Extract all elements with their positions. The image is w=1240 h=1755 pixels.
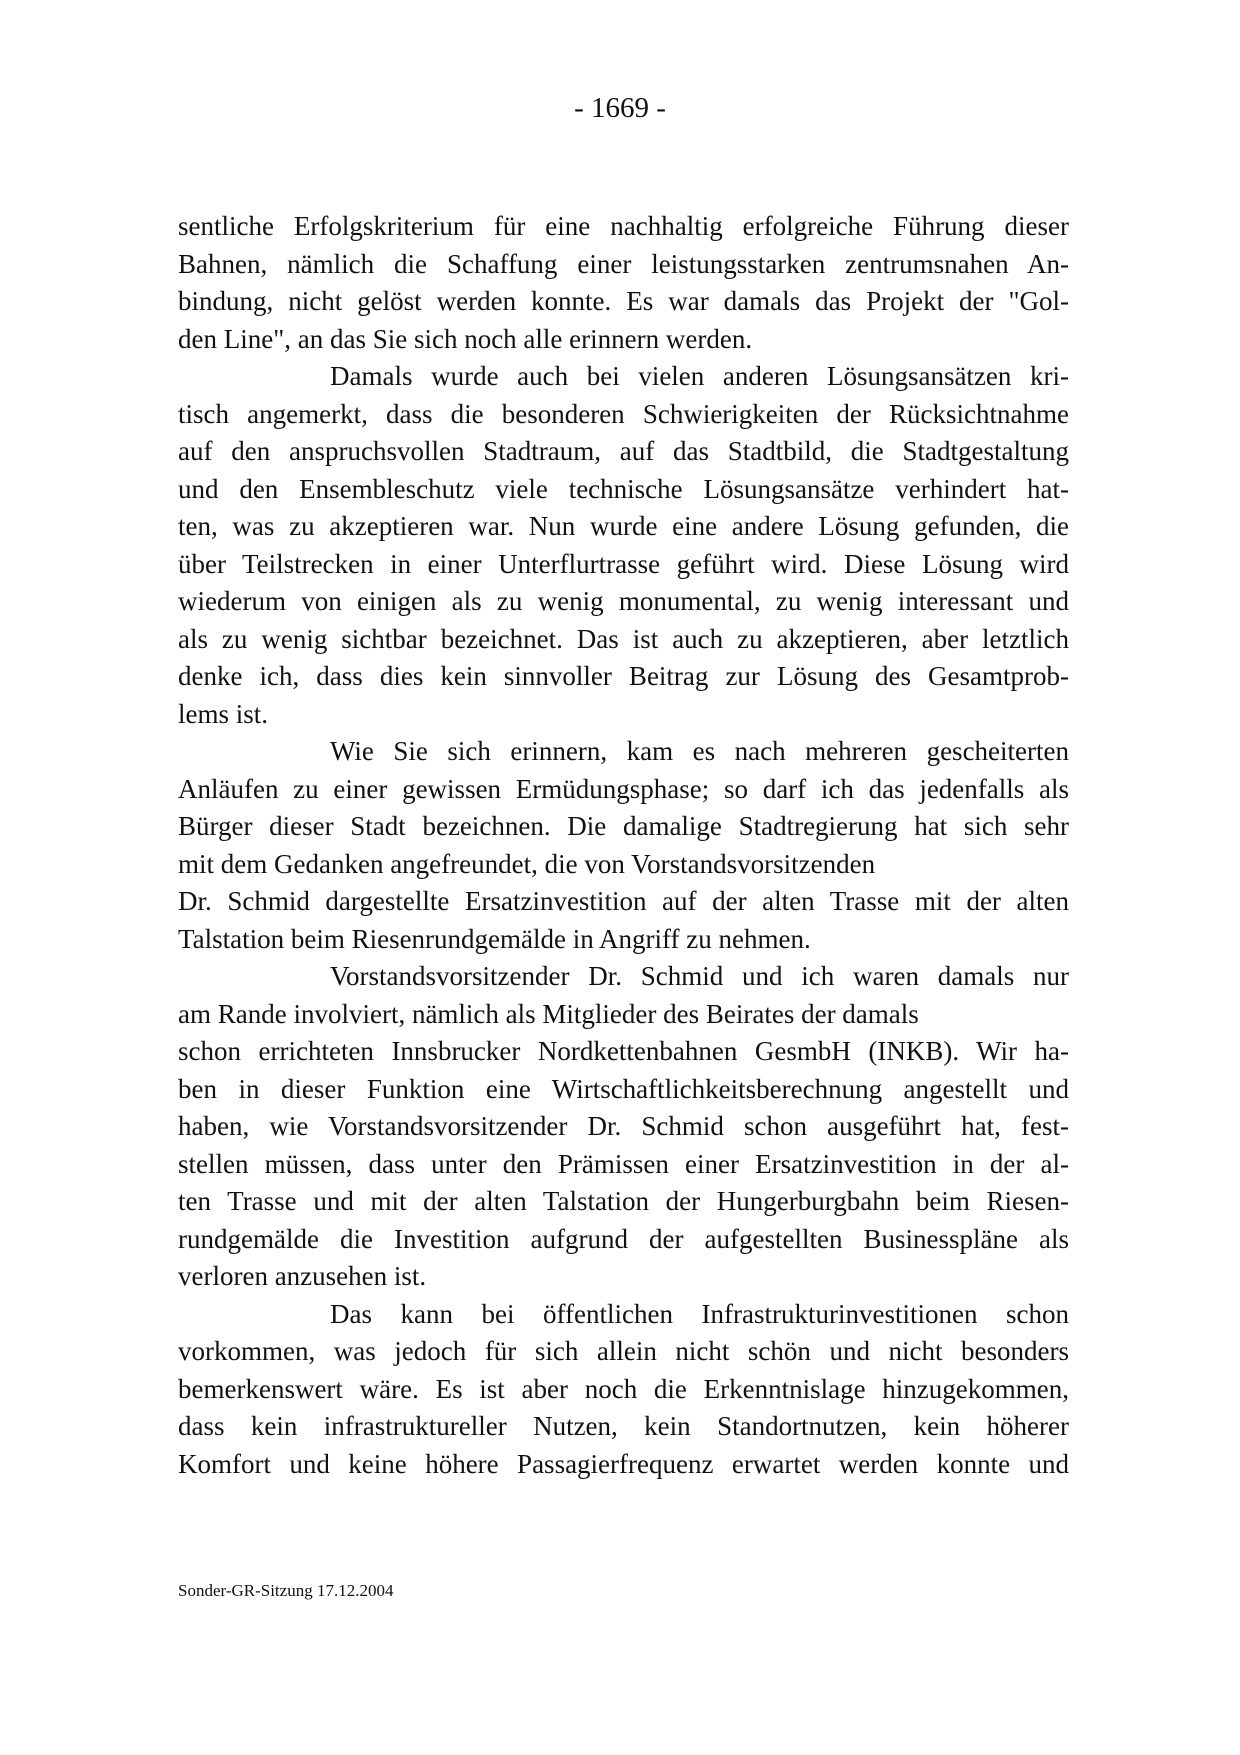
text-line: über Teilstrecken in einer Unterflurtrasse geführt wird. Diese Lösung wird: [178, 548, 1069, 579]
text-line: schon errichteten Innsbrucker Nordkettenbahnen GesmbH (INKB). Wir ha-: [178, 1036, 1069, 1066]
text-line: dass kein infrastruktureller Nutzen, kein Standortnutzen, kein höherer: [178, 1411, 1069, 1441]
text-line: wiederum von einigen als zu wenig monumental, zu wenig interessant und: [178, 586, 1069, 616]
text-line: den Line", an das Sie sich noch alle erinnern werden.: [178, 323, 753, 354]
text-line: Komfort und keine höhere Passagierfrequenz erwartet werden konnte und: [178, 1448, 1069, 1479]
text-line: verloren anzusehen ist.: [178, 1261, 427, 1291]
text-line: sentliche Erfolgskriterium für eine nachhaltig erfolgreiche Führung dieser: [178, 211, 1069, 241]
paragraph: [178, 208, 1069, 358]
text-line: Wie Sie sich erinnern, kam es nach mehreren gescheiterten: [330, 736, 1069, 766]
text-line: Das kann bei öffentlichen Infrastrukturinvestitionen schon: [330, 1298, 1069, 1329]
text-line: Bürger dieser Stadt bezeichnen. Die damalige Stadtregierung hat sich sehr: [178, 811, 1069, 841]
text-line: denke ich, dass dies kein sinnvoller Beitrag zur Lösung des Gesamtprob-: [178, 661, 1069, 691]
text-line: am Rande involviert, nämlich als Mitglieder des Beirates der damals: [178, 998, 919, 1029]
body-text: [178, 208, 1069, 1483]
page-number: - 1669 -: [574, 92, 666, 124]
text-line: Damals wurde auch bei vielen anderen Lösungsansätzen kri-: [330, 361, 1069, 391]
text-line: auf den anspruchsvollen Stadtraum, auf das Stadtbild, die Stadtgestaltung: [178, 436, 1069, 466]
text-line: rundgemälde die Investition aufgrund der aufgestellten Businesspläne als: [178, 1223, 1069, 1254]
text-line: bemerkenswert wäre. Es ist aber noch die Erkenntnislage hinzugekommen,: [178, 1373, 1069, 1404]
text-line: und den Ensembleschutz viele technische Lösungsansätze verhindert hat-: [178, 473, 1069, 504]
text-line: Vorstandsvorsitzender Dr. Schmid und ich waren damals nur: [330, 961, 1069, 991]
page-footer: Sonder-GR-Sitzung 17.12.2004: [178, 1581, 394, 1600]
text-line: Dr. Schmid dargestellte Ersatzinvestition auf der alten Trasse mit der alten: [178, 886, 1069, 916]
paragraph: [178, 733, 1069, 958]
text-line: mit dem Gedanken angefreundet, die von Vorstandsvorsitzenden: [178, 848, 876, 879]
text-line: vorkommen, was jedoch für sich allein nicht schön und nicht besonders: [178, 1336, 1069, 1366]
text-line: lems ist.: [178, 698, 269, 729]
text-line: Anläufen zu einer gewissen Ermüdungsphase; so darf ich das jedenfalls als: [178, 773, 1069, 804]
paragraph: [178, 958, 1069, 1296]
text-line: ben in dieser Funktion eine Wirtschaftlichkeitsberechnung angestellt und: [178, 1073, 1069, 1104]
text-line: ten, was zu akzeptieren war. Nun wurde eine andere Lösung gefunden, die: [178, 511, 1069, 541]
text-line: stellen müssen, dass unter den Prämissen einer Ersatzinvestition in der al-: [178, 1148, 1069, 1179]
paragraph: [178, 358, 1069, 733]
text-line: haben, wie Vorstandsvorsitzender Dr. Schmid schon ausgeführt hat, fest-: [178, 1111, 1069, 1141]
text-line: Bahnen, nämlich die Schaffung einer leistungsstarken zentrumsnahen An-: [178, 248, 1069, 279]
text-line: tisch angemerkt, dass die besonderen Schwierigkeiten der Rücksichtnahme: [178, 398, 1069, 429]
paragraph: [178, 1296, 1069, 1484]
text-line: Talstation beim Riesenrundgemälde in Angriff zu nehmen.: [178, 923, 811, 954]
text-line: ten Trasse und mit der alten Talstation der Hungerburgbahn beim Riesen-: [178, 1186, 1069, 1216]
text-line: als zu wenig sichtbar bezeichnet. Das ist auch zu akzeptieren, aber letztlich: [178, 623, 1069, 654]
text-line: bindung, nicht gelöst werden konnte. Es war damals das Projekt der "Gol-: [178, 286, 1069, 316]
